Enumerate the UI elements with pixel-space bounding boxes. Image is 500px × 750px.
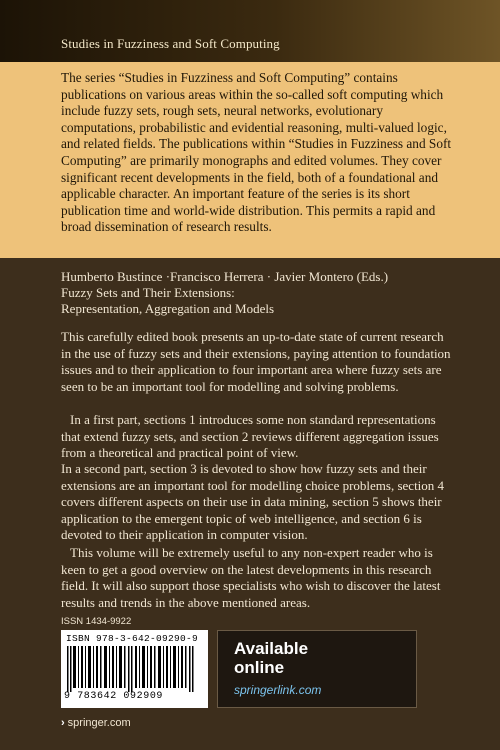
springer-link[interactable] [61, 717, 131, 729]
barcode [61, 630, 208, 708]
series-name: Studies in Fuzziness and Soft Computing [61, 36, 280, 51]
book-subtitle: Representation, Aggregation and Models [61, 301, 275, 316]
online-label: online [234, 658, 285, 677]
springerlink-link[interactable]: springerlink.com [234, 683, 322, 697]
isbn-number: ISBN 978-3-642-09290-9 [66, 633, 199, 644]
available-label: Available [234, 639, 309, 658]
series-description: The series “Studies in Fuzziness and Soft Computing” contains publications on various areas within the so-called soft computing which include fuzzy sets, rough sets, neural networks, evolutionary computations, probabilistic and evidential reasoning, multi-valued logic, and related fields. The publications within “Studies in Fuzziness and Soft Computing” are primarily monographs and edited volumes. They cover significant recent developments in the field, both of a foundational and applicable character. An important feature of the series is its short publication time and world-wide distribution. This permits a rapid and broad dissemination of research results. [61, 70, 452, 235]
description-paragraph-3: In a second part, section 3 is devoted to show how fuzzy sets and their extensions are an important tool for modelling choice problems, section 4 covers different aspects on their use in data mining, section 5 shows their application to the emergent topic of web intelligence, and section 6 is devoted to their application in computer vision. [61, 461, 445, 543]
book-authors: Humberto Bustince ·Francisco Herrera · Javier Montero (Eds.) [61, 269, 389, 284]
book-title: Fuzzy Sets and Their Extensions: [61, 285, 235, 300]
available-online-badge[interactable] [217, 630, 417, 708]
springer-link-label: springer.com [67, 717, 131, 729]
description-paragraph-2: In a first part, sections 1 introduces some non standard representations that extend fuzzy sets, and section 2 reviews different aggregation issues from a theoretical and practical point of view. [61, 412, 439, 461]
header-band [0, 0, 500, 62]
description-paragraph-1: This carefully edited book presents an up-to-date state of current research in the use of fuzzy sets and their extensions, paying attention to foundation issues and to their application to four important area where fuzzy sets are seen to be an important tool for modelling and solving problems. [61, 329, 451, 394]
chevron-right-icon: › [61, 717, 65, 729]
ean-digits: 9 783642 092909 [64, 691, 164, 702]
issn: ISSN 1434-9922 [61, 616, 132, 627]
description-paragraph-4: This volume will be extremely useful to any non-expert reader who is keen to get a good overview on the latest developments in this research field. It will also support those specialists who wish to discover the latest results and trends in the above mentioned areas. [61, 545, 441, 610]
barcode-icon [67, 646, 201, 692]
